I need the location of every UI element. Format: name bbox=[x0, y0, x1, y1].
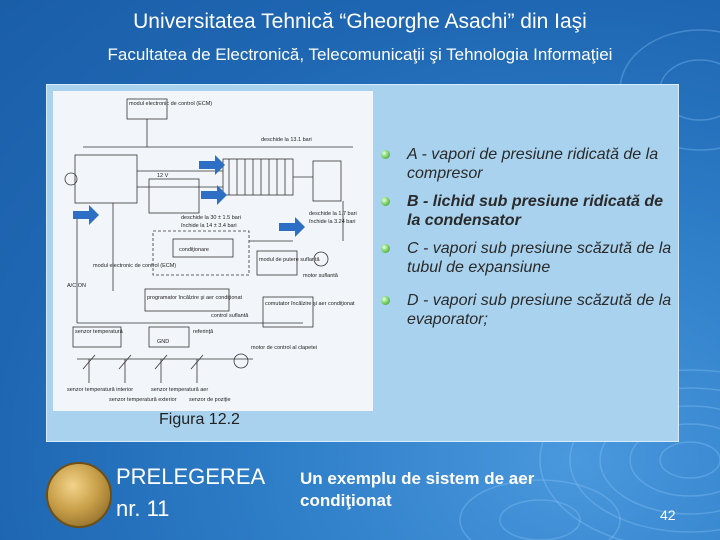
lecture-topic: Un exemplu de sistem de aer condiţionat bbox=[300, 469, 535, 510]
label-temp: senzor temperatură bbox=[75, 329, 123, 335]
label-flap: motor de control al clapetei bbox=[251, 345, 318, 351]
label-open2: deschide la 30 ± 1.5 bari bbox=[181, 215, 241, 221]
bullet-d bbox=[377, 291, 677, 329]
label-ac: A/C ON bbox=[67, 283, 86, 289]
label-cond: condiţionare bbox=[179, 247, 209, 253]
bullet-dot-icon bbox=[381, 197, 390, 206]
bullet-a bbox=[377, 145, 677, 183]
receiver bbox=[313, 161, 341, 201]
label-fan: modul de putere suflantă bbox=[259, 257, 320, 263]
label-s4: senzor de poziţie bbox=[189, 397, 231, 403]
condenser bbox=[223, 159, 293, 195]
label-ref: referinţă bbox=[193, 329, 214, 335]
bullet-c-text: C - vapori sub presiune scăzută de la tubul de expansiune bbox=[407, 240, 672, 276]
label-module: modul electronic de control (ECM) bbox=[129, 101, 213, 107]
lecture-label: PRELEGEREA bbox=[116, 464, 266, 489]
bullet-b-text: B - lichid sub presiune ridicată de la condensator bbox=[407, 193, 664, 229]
label-open: deschide la 13.1 bari bbox=[261, 137, 312, 143]
label-s2: senzor temperatură exterior bbox=[109, 397, 177, 403]
flap-motor bbox=[234, 354, 248, 368]
bullet-dot-icon bbox=[381, 244, 390, 253]
figure-caption: Figura 12.2 bbox=[159, 411, 240, 428]
ac-circuit-diagram bbox=[53, 91, 373, 411]
compressor bbox=[75, 155, 137, 203]
content-panel bbox=[46, 84, 679, 442]
bullet-b bbox=[377, 192, 677, 230]
lecture-number: nr. 11 bbox=[116, 496, 170, 521]
label-ecm: modul electronic de control (ECM) bbox=[93, 263, 177, 269]
label-close2: închide la 14 ± 3.4 bari bbox=[181, 223, 237, 229]
label-s1: senzor temperatură interior bbox=[67, 387, 134, 393]
bullet-d-text: D - vapori sub presiune scăzută de la evaporator; bbox=[407, 292, 672, 328]
bullet-c bbox=[377, 239, 677, 277]
fan-module bbox=[257, 251, 297, 275]
page-number: 42 bbox=[660, 507, 676, 523]
bullet-dot-icon bbox=[381, 296, 390, 305]
label-12v: 12 V bbox=[157, 173, 169, 179]
bullet-list bbox=[377, 145, 677, 338]
bullet-dot-icon bbox=[381, 150, 390, 159]
label-motor: motor suflantă bbox=[303, 273, 338, 279]
label-close3: închide la 3.24 bari bbox=[309, 219, 356, 225]
label-s3: senzor temperatură aer bbox=[151, 387, 209, 393]
university-seal-icon bbox=[46, 462, 112, 528]
faculty-title: Facultatea de Electronică, Telecomunicaţii şi Tehnologia Informaţiei bbox=[107, 45, 613, 64]
label-open3: deschide la 1.7 bari bbox=[309, 211, 357, 217]
label-ctl: control suflantă bbox=[211, 313, 249, 319]
label-gnd: GND bbox=[157, 339, 170, 345]
label-prog: programator încălzire şi aer condiţionat bbox=[147, 295, 243, 301]
university-title: Universitatea Tehnică “Gheorghe Asachi” din Iaşi bbox=[133, 10, 587, 33]
bullet-a-text: A - vapori de presiune ridicată de la compresor bbox=[407, 146, 659, 182]
label-sw: comutator încălzire şi aer condiţionat bbox=[265, 301, 355, 307]
